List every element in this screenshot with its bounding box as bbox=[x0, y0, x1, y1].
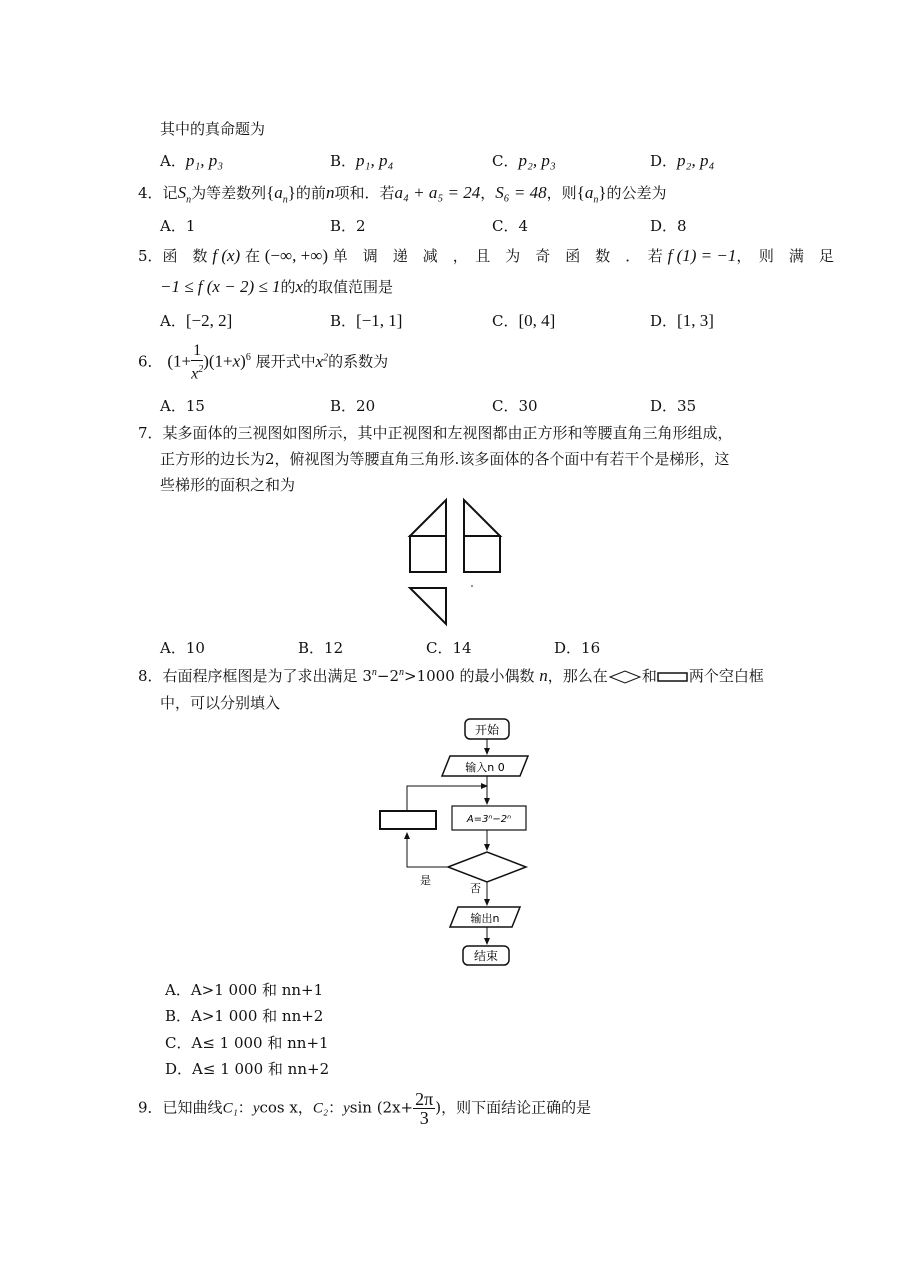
text: 的 bbox=[280, 278, 296, 296]
text: 的前 bbox=[295, 184, 326, 202]
option-key: A． bbox=[160, 397, 186, 415]
math-fraction bbox=[413, 1090, 435, 1127]
option-value: p₂, p₄ bbox=[677, 151, 715, 170]
math-y: y bbox=[343, 1100, 350, 1117]
flow-assign-label: A=3ⁿ−2ⁿ bbox=[466, 814, 512, 825]
q8-line1: 8．右面程序框图是为了求出满足 $3^n-2^n>1000$ 的最小偶数 n，那么在 和 两个空白框 bbox=[138, 666, 764, 685]
flow-input bbox=[442, 756, 528, 776]
math-an-set: $\{a_n\}$ bbox=[266, 183, 296, 206]
front-view bbox=[410, 500, 446, 572]
option-key: A． bbox=[160, 312, 186, 330]
flow-yes-label: 是 bbox=[420, 874, 431, 887]
math-an-set: $\{a_n\}$ bbox=[576, 183, 607, 206]
text: 和 bbox=[641, 667, 657, 685]
flow-end-label: 结束 bbox=[473, 949, 499, 963]
question-number: 6． bbox=[138, 352, 163, 371]
question-number: 5． bbox=[138, 247, 163, 265]
side-view bbox=[464, 500, 500, 572]
option-key: D． bbox=[650, 217, 678, 235]
q5-line1 bbox=[138, 245, 834, 266]
option-value: A>1 000 和 nn+1 bbox=[190, 981, 324, 999]
three-view-diagram bbox=[400, 490, 510, 630]
math-x: x bbox=[295, 277, 304, 296]
option-value: p₁, p₃ bbox=[185, 151, 224, 170]
q8-option-c bbox=[165, 1032, 329, 1053]
option-key: B． bbox=[330, 152, 357, 170]
question-number: 8． bbox=[138, 667, 163, 685]
flow-input-label: 输入n 0 bbox=[465, 761, 505, 774]
flow-end bbox=[463, 946, 509, 965]
math-inequality: −1 ≤ f (x − 2) ≤ 1 bbox=[160, 277, 281, 296]
option-value: A>1 000 和 nn+2 bbox=[191, 1007, 324, 1025]
option-key: A． bbox=[160, 217, 186, 235]
option-value: 20 bbox=[356, 397, 376, 415]
math-binomial-expression: (1+ $\frac{1}{x^2}$ )$(1+x)^6$ bbox=[167, 342, 251, 383]
option-key: D． bbox=[165, 1060, 193, 1078]
option-key: C． bbox=[492, 312, 519, 330]
question-number: 4． bbox=[138, 184, 163, 202]
q4-stem bbox=[138, 182, 667, 205]
option-key: C． bbox=[492, 152, 519, 170]
option-key: D． bbox=[554, 639, 582, 657]
text: −2 bbox=[376, 667, 399, 685]
text: 已知曲线 bbox=[162, 1098, 223, 1117]
option-value: p₂, p₃ bbox=[518, 151, 556, 170]
math-n: n bbox=[539, 666, 548, 685]
math-C1: C₁ bbox=[222, 1100, 238, 1117]
option-value: p₁, p₄ bbox=[356, 151, 394, 170]
text: 单 调 递 减 ， 且 为 奇 函 数 ． 若 bbox=[332, 247, 663, 265]
diamond-box-icon bbox=[608, 670, 642, 684]
option-key: A． bbox=[165, 981, 191, 999]
text: ，则 bbox=[546, 184, 577, 202]
flow-start-label: 开始 bbox=[474, 723, 500, 737]
q7-line3: 些梯形的面积之和为 bbox=[160, 476, 296, 494]
text: ， 则 满 足 bbox=[736, 247, 834, 265]
option-value: 14 bbox=[452, 639, 472, 657]
fraction-denominator: 3 bbox=[419, 1108, 429, 1128]
option-key: C． bbox=[492, 397, 519, 415]
q9-stem bbox=[138, 1090, 591, 1127]
math-x2: $x^2$ bbox=[315, 351, 329, 371]
rectangle-box-icon bbox=[657, 671, 689, 683]
option-key: C． bbox=[165, 1034, 192, 1052]
math-function: cos x bbox=[259, 1098, 298, 1117]
q6-options bbox=[160, 395, 780, 417]
option-key: C． bbox=[426, 639, 453, 657]
q7-line2: 正方形的边长为2，俯视图为等腰直角三角形.该多面体的各个面中有若干个是梯形，这 bbox=[160, 450, 730, 468]
flow-assign bbox=[452, 806, 526, 830]
math-equation: a₄ + a₅ = 24 bbox=[394, 183, 481, 202]
math-function: sin (2x+ bbox=[349, 1098, 414, 1117]
math-equation: S₆ = 48 bbox=[495, 183, 547, 202]
q3-options bbox=[160, 150, 780, 172]
option-value: 4 bbox=[518, 217, 529, 235]
option-value: [−2, 2] bbox=[185, 311, 233, 330]
flow-process-blank bbox=[380, 811, 436, 829]
option-key: B． bbox=[330, 312, 357, 330]
program-flowchart bbox=[370, 712, 550, 972]
option-value: [−1, 1] bbox=[356, 311, 403, 330]
q6-stem bbox=[138, 342, 388, 383]
text: 展开式中 bbox=[255, 352, 316, 371]
flow-start bbox=[465, 719, 509, 739]
q7-options bbox=[160, 637, 780, 659]
option-value: A≤ 1 000 和 nn+2 bbox=[192, 1060, 330, 1078]
option-key: B． bbox=[330, 397, 357, 415]
option-value: 35 bbox=[677, 397, 697, 415]
q8-option-a bbox=[165, 979, 323, 1000]
option-value: A≤ 1 000 和 nn+1 bbox=[191, 1034, 329, 1052]
flow-output bbox=[450, 907, 520, 927]
option-value: 10 bbox=[185, 639, 205, 657]
math-condition: f (1) = −1 bbox=[667, 246, 737, 265]
option-value: 12 bbox=[324, 639, 344, 657]
option-key: B． bbox=[330, 217, 357, 235]
option-value: 30 bbox=[518, 397, 538, 415]
flow-output-label: 输出n bbox=[470, 912, 500, 925]
option-key: D． bbox=[650, 397, 678, 415]
text: 的系数为 bbox=[328, 352, 389, 371]
fraction-numerator: 2π bbox=[415, 1089, 434, 1109]
question-number: 7． bbox=[138, 424, 163, 442]
option-value: 16 bbox=[581, 639, 601, 657]
text: 的公差为 bbox=[606, 184, 667, 202]
text: >1000 的最小偶数 bbox=[404, 667, 535, 685]
text: 为等差数列 bbox=[191, 184, 267, 202]
option-value: [0, 4] bbox=[518, 311, 556, 330]
option-value: 2 bbox=[356, 217, 366, 235]
math-C2: C₂ bbox=[312, 1100, 329, 1117]
question-number: 9． bbox=[138, 1098, 163, 1117]
top-view bbox=[410, 588, 446, 624]
option-value: 15 bbox=[185, 397, 205, 415]
text: 项和．若 bbox=[334, 184, 395, 202]
text: 函 数 bbox=[162, 247, 208, 265]
option-key: B． bbox=[165, 1007, 192, 1025]
math-interval: (−∞, +∞) bbox=[264, 246, 329, 265]
q5-line2 bbox=[160, 276, 393, 297]
option-key: A． bbox=[160, 639, 186, 657]
option-key: A． bbox=[160, 152, 186, 170]
q7-line1 bbox=[138, 422, 733, 443]
q4-options bbox=[160, 215, 780, 237]
text: ， bbox=[297, 1098, 313, 1117]
text: )，则下面结论正确的是 bbox=[435, 1098, 592, 1117]
math-fx: f (x) bbox=[212, 246, 241, 265]
text: ： bbox=[328, 1098, 344, 1117]
option-key: D． bbox=[650, 152, 678, 170]
math-n: n bbox=[325, 183, 335, 202]
option-value: [1, 3] bbox=[677, 311, 714, 330]
option-key: C． bbox=[492, 217, 519, 235]
q8-option-b bbox=[165, 1005, 323, 1026]
text: 某多面体的三视图如图所示，其中正视图和左视图都由正方形和等腰直角三角形组成， bbox=[162, 424, 733, 442]
q3-stem: 其中的真命题为 bbox=[160, 120, 266, 138]
text: ， bbox=[480, 184, 496, 202]
text: 的取值范围是 bbox=[303, 278, 394, 296]
option-key: B． bbox=[298, 639, 325, 657]
q8-option-d bbox=[165, 1058, 329, 1079]
q5-options bbox=[160, 310, 780, 332]
flow-no-label: 否 bbox=[470, 882, 481, 895]
math-y: y bbox=[252, 1100, 260, 1117]
option-value: 8 bbox=[677, 217, 687, 235]
math-Sn: $S_n$ bbox=[177, 183, 192, 206]
option-value: 1 bbox=[185, 217, 196, 235]
text: 右面程序框图是为了求出满足 3 bbox=[162, 667, 372, 685]
flow-decision-blank bbox=[448, 852, 526, 882]
q8-line2: 中，可以分别填入 bbox=[160, 694, 281, 712]
text: 记 bbox=[162, 184, 178, 202]
text: 在 bbox=[244, 247, 260, 265]
option-key: D． bbox=[650, 312, 678, 330]
text: ，那么在 bbox=[547, 667, 608, 685]
text: ： bbox=[237, 1098, 253, 1117]
text: 两个空白框 bbox=[688, 667, 764, 685]
